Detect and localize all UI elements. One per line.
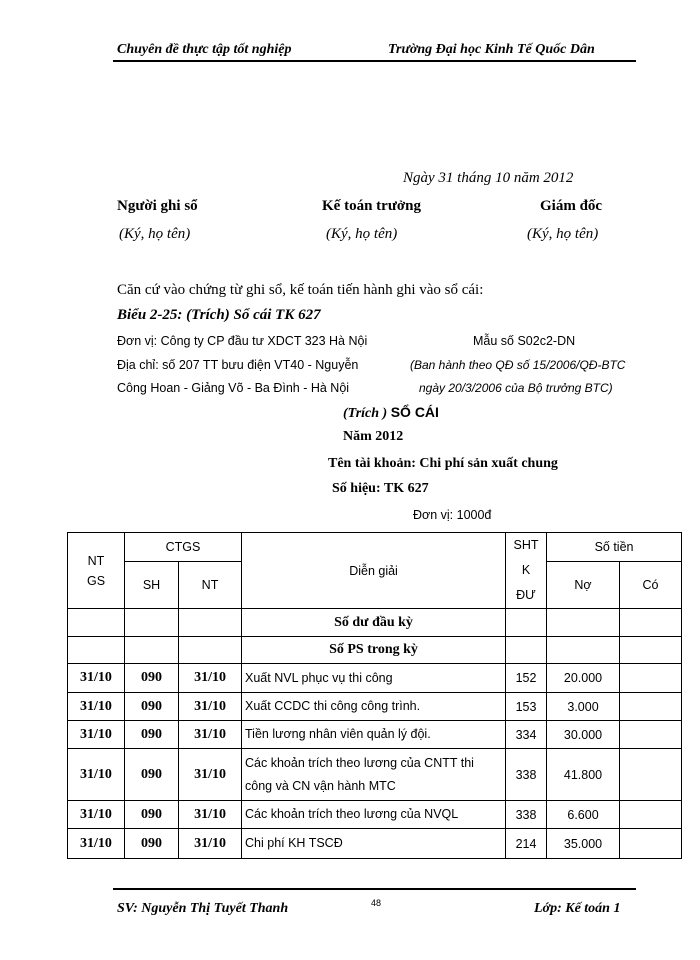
table-row — [68, 693, 682, 721]
table-row-opening — [68, 609, 682, 637]
header-co: Có — [620, 562, 682, 609]
figure-caption: Biểu 2-25: (Trích) Sổ cái TK 627 — [117, 307, 321, 323]
cell-account: 334 — [506, 721, 547, 749]
intro-text: Căn cứ vào chứng từ ghi sổ, kế toán tiến hành ghi vào sổ cái: — [117, 282, 484, 298]
cell-ntgs: 31/10 — [68, 801, 125, 829]
cell-debit: 6.600 — [547, 801, 620, 829]
cell-ntgs: 31/10 — [68, 721, 125, 749]
cell-sh: 090 — [125, 801, 179, 829]
table-row — [68, 721, 682, 749]
cell-nt: 31/10 — [179, 693, 242, 721]
company-address-2: Công Hoan - Giảng Võ - Ba Đình - Hà Nội — [117, 381, 350, 395]
cell-ntgs: 31/10 — [68, 664, 125, 693]
cell-account: 152 — [506, 664, 547, 693]
company-address-1: Địa chỉ: số 207 TT bưu điện VT40 - Nguyễn — [117, 358, 359, 372]
account-code: Số hiệu: TK 627 — [332, 481, 429, 496]
ledger-title-prefix: (Trích ) — [343, 406, 388, 421]
cell-nt: 31/10 — [179, 801, 242, 829]
footer-class: Lớp: Kế toán 1 — [534, 901, 621, 916]
cell-credit — [620, 664, 682, 693]
signature-sub-chief-accountant: (Ký, họ tên) — [326, 226, 398, 242]
header-shtk: SHT K ĐƯ — [506, 533, 547, 609]
cell-sh: 090 — [125, 749, 179, 801]
period-label: Số PS trong kỳ — [242, 637, 506, 664]
ledger-title — [343, 404, 439, 422]
cell-description: Tiền lương nhân viên quản lý đội. — [242, 721, 506, 749]
cell-credit — [620, 801, 682, 829]
cell-debit: 20.000 — [547, 664, 620, 693]
cell-credit — [620, 829, 682, 859]
table-row — [68, 749, 682, 801]
signature-sub-director: (Ký, họ tên) — [527, 226, 599, 242]
cell-account: 214 — [506, 829, 547, 859]
cell-nt: 31/10 — [179, 829, 242, 859]
table-row — [68, 801, 682, 829]
cell-account: 338 — [506, 801, 547, 829]
signature-title-director: Giám đốc — [540, 198, 603, 214]
cell-account: 153 — [506, 693, 547, 721]
page-number: 48 — [371, 898, 382, 908]
header-nt: NT — [179, 562, 242, 609]
cell-credit — [620, 749, 682, 801]
cell-description: Xuất NVL phục vụ thi công — [242, 664, 506, 693]
cell-credit — [620, 721, 682, 749]
issued-line-2: ngày 20/3/2006 của Bộ trưởng BTC) — [419, 381, 613, 395]
cell-debit: 41.800 — [547, 749, 620, 801]
header-dien-giai: Diễn giải — [242, 533, 506, 609]
header-sh: SH — [125, 562, 179, 609]
table-row-period — [68, 637, 682, 664]
footer-rule — [113, 888, 636, 890]
cell-account: 338 — [506, 749, 547, 801]
cell-sh: 090 — [125, 664, 179, 693]
table-row — [68, 664, 682, 693]
ledger-table — [67, 532, 682, 859]
account-name: Tên tài khoản: Chi phí sản xuất chung — [328, 456, 558, 471]
form-number: Mẫu số S02c2-DN — [473, 334, 576, 348]
cell-description: Chi phí KH TSCĐ — [242, 829, 506, 859]
currency-unit: Đơn vị: 1000đ — [413, 508, 492, 522]
cell-ntgs: 31/10 — [68, 749, 125, 801]
opening-balance-label: Số dư đầu kỳ — [242, 609, 506, 637]
cell-ntgs: 31/10 — [68, 829, 125, 859]
cell-sh: 090 — [125, 829, 179, 859]
issued-line-1: (Ban hành theo QĐ số 15/2006/QĐ-BTC — [410, 358, 626, 372]
ledger-year: Năm 2012 — [343, 429, 404, 444]
cell-description: Xuất CCDC thi công công trình. — [242, 693, 506, 721]
header-left: Chuyên đề thực tập tốt nghiệp — [117, 42, 292, 57]
signature-title-recorder: Người ghi sổ — [117, 198, 198, 214]
header-nt-gs: NT GS — [68, 533, 125, 609]
company-unit: Đơn vị: Công ty CP đầu tư XDCT 323 Hà Nội — [117, 334, 368, 348]
signature-sub-recorder: (Ký, họ tên) — [119, 226, 191, 242]
cell-nt: 31/10 — [179, 664, 242, 693]
header-ctgs: CTGS — [125, 533, 242, 562]
cell-debit: 3.000 — [547, 693, 620, 721]
cell-description: Các khoản trích theo lương của CNTT thi công và CN vận hành MTC — [242, 749, 506, 801]
cell-nt: 31/10 — [179, 749, 242, 801]
header-no: Nợ — [547, 562, 620, 609]
header-rule — [113, 60, 636, 62]
ledger-title-name: SỔ CÁI — [390, 404, 439, 420]
cell-sh: 090 — [125, 693, 179, 721]
cell-credit — [620, 693, 682, 721]
cell-debit: 30.000 — [547, 721, 620, 749]
table-row — [68, 829, 682, 859]
date-line: Ngày 31 tháng 10 năm 2012 — [403, 170, 574, 186]
cell-ntgs: 31/10 — [68, 693, 125, 721]
cell-description: Các khoản trích theo lương của NVQL — [242, 801, 506, 829]
header-right: Trường Đại học Kinh Tế Quốc Dân — [388, 42, 595, 57]
cell-debit: 35.000 — [547, 829, 620, 859]
footer-student: SV: Nguyễn Thị Tuyết Thanh — [117, 901, 289, 916]
signature-title-chief-accountant: Kế toán trưởng — [322, 198, 421, 214]
cell-nt: 31/10 — [179, 721, 242, 749]
cell-sh: 090 — [125, 721, 179, 749]
header-so-tien: Số tiền — [547, 533, 682, 562]
